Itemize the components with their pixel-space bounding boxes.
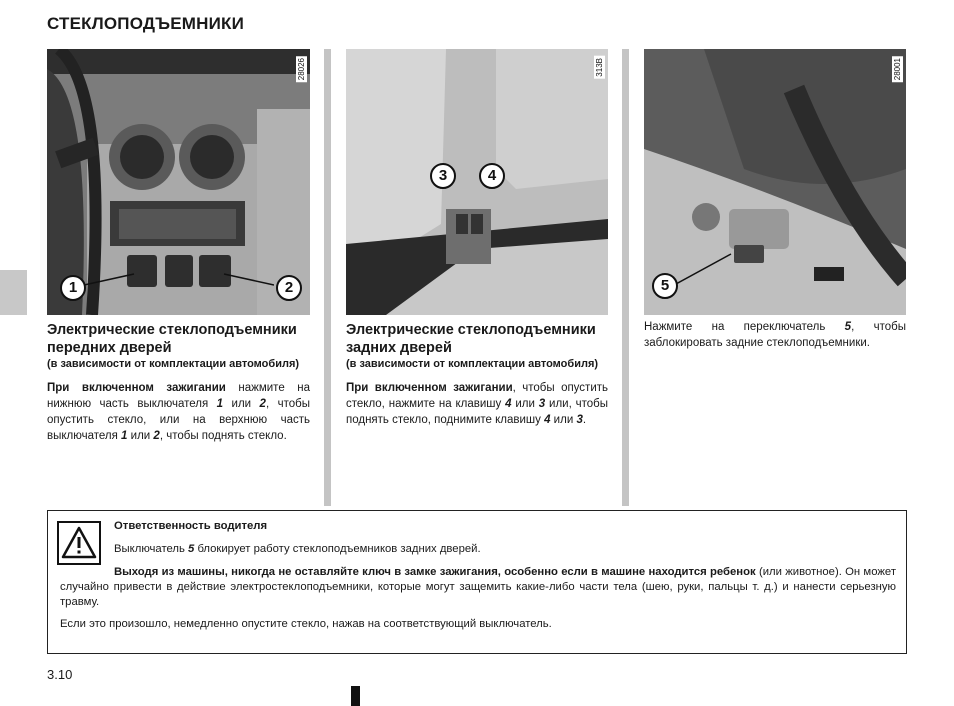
warning-line: [114, 542, 481, 557]
key-ref: 1: [121, 430, 128, 442]
figure-code: 28001: [893, 58, 902, 81]
callout-leader-lines: [84, 270, 274, 290]
paragraph: [346, 380, 608, 428]
section-heading: Электрические стеклоподъемники передних дверей: [47, 322, 297, 356]
key-ref: 1: [216, 398, 224, 410]
bold-text: При включенном зажигании: [346, 382, 513, 394]
text: , чтобы опустить стекло, нажмите на клавишу: [346, 382, 609, 410]
callout-3: 3: [430, 163, 456, 189]
warning-box: [47, 510, 907, 654]
footer-mark: [351, 686, 360, 706]
callout-4: 4: [479, 163, 505, 189]
callout-2: 2: [276, 275, 302, 301]
section-heading: Электрические стеклоподъемники задних дверей: [346, 322, 596, 356]
key-ref: 3: [576, 414, 583, 426]
text: , чтобы опустить стекло, или на верхнюю часть выключателя: [47, 398, 310, 442]
text: .: [582, 414, 587, 426]
section-tab: [0, 270, 27, 315]
text: или: [550, 414, 577, 426]
page-title: СТЕКЛОПОДЪЕМНИКИ: [47, 14, 245, 33]
text: или: [511, 398, 539, 410]
key-ref: 2: [153, 430, 160, 442]
figure-code: 313B: [595, 58, 604, 77]
bold-text: При включенном зажигании: [47, 382, 226, 394]
text: (или животное). Он может случайно привести в действие электростеклоподъемники, которые могут защемить какие-либо части тела (шею, руки, пальцы т. д.) и нанести серьезную травму.: [60, 566, 896, 608]
key-ref: 4: [544, 414, 551, 426]
warning-paragraph: Если это произошло, немедленно опустите стекло, нажав на соответствующий выключатель.: [60, 618, 552, 630]
text: или: [127, 430, 154, 442]
key-ref: 5: [188, 543, 195, 555]
section-note: (в зависимости от комплектации автомобиля): [346, 358, 599, 370]
figure-rear-switches: [346, 49, 608, 315]
key-ref: 4: [505, 398, 512, 410]
text: , чтобы заблокировать задние стеклоподъемники.: [644, 321, 906, 349]
key-ref: 2: [259, 398, 266, 410]
callout-1: 1: [60, 275, 86, 301]
column-divider: [324, 49, 331, 506]
bold-text: Выходя из машины, никогда не оставляйте ключ в замке зажигания, особенно если в машине находится ребенок: [114, 566, 756, 578]
column-front-text: [47, 321, 310, 444]
warning-paragraph: [60, 565, 896, 610]
text: , чтобы поднять стекло.: [159, 430, 287, 442]
section-note: (в зависимости от комплектации автомобиля): [47, 358, 300, 370]
figure-code: 28026: [297, 58, 306, 81]
text: нажмите на нижнюю часть выключателя: [47, 382, 310, 410]
column-rear-text: [346, 321, 608, 428]
text: Нажмите на переключатель: [644, 321, 845, 333]
warning-icon: [57, 521, 101, 565]
paragraph: [47, 380, 310, 444]
column-lock-text: [644, 319, 906, 351]
column-divider: [622, 49, 629, 506]
text: или: [223, 398, 260, 410]
text: или, чтобы поднять стекло, поднимите клавишу: [346, 398, 608, 426]
text: Выключатель: [114, 543, 189, 555]
page-number: 3.10: [47, 667, 73, 682]
text: блокирует работу стеклоподъемников задних дверей.: [194, 543, 481, 555]
key-ref: 5: [844, 321, 852, 333]
key-ref: 3: [538, 398, 546, 410]
callout-leader-line: [676, 250, 736, 290]
callout-5: 5: [652, 273, 678, 299]
warning-title: Ответственность водителя: [114, 520, 268, 532]
